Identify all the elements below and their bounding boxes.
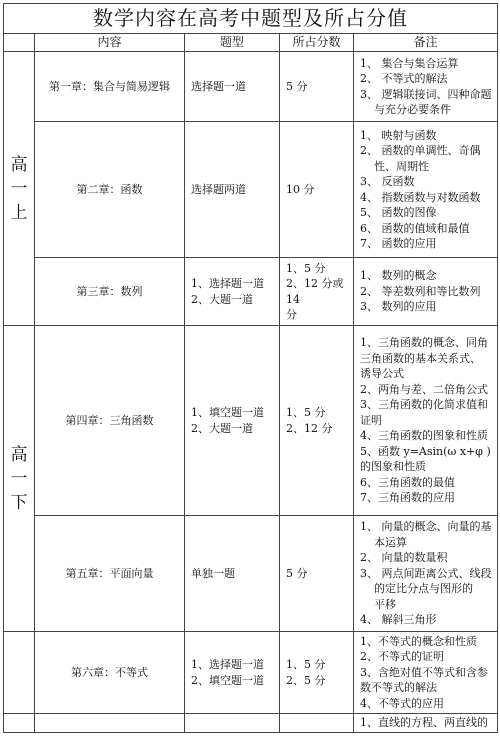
grade-label-blank (4, 632, 35, 714)
notes (354, 122, 498, 258)
score-line: 2、12 分或 14 (286, 277, 344, 306)
header-notes: 备注 (354, 34, 498, 52)
note-line: 性、周期性 (360, 159, 429, 173)
note-line: 的图象和性质 (360, 460, 426, 474)
header-qtype: 题型 (185, 34, 280, 52)
note-line: 4、不等式的应用 (360, 696, 444, 710)
table-row (4, 52, 498, 122)
question-type (185, 326, 280, 516)
score (280, 52, 354, 122)
note-line: 3、 数列的应用 (360, 300, 437, 314)
note-line: 三角函数的基本关系式、 (360, 351, 481, 365)
qtype-line: 选择题一道 (191, 79, 246, 93)
note-line: 3、含绝对值不等式和含参 (360, 665, 488, 679)
note-line: 3、 两点间距离公式、线段 (360, 566, 492, 580)
note-line: 2、 不等式的解法 (360, 72, 448, 85)
question-type (185, 258, 280, 326)
note-line: 与充分必要条件 (360, 103, 451, 116)
grade-label-blank (4, 714, 35, 733)
note-line: 2、不等式的证明 (360, 650, 444, 664)
chapter-content: 第一章：集合与简易逻辑 (35, 52, 185, 122)
note-line: 2、 向量的数量积 (360, 551, 448, 565)
note-line: 2、两角与差、二倍角公式 (360, 382, 488, 396)
question-type (185, 632, 280, 714)
note-line: 6、 函数的值域和最值 (360, 221, 470, 235)
note-line: 2、 等差数列和等比数列 (360, 284, 481, 298)
header-score: 所占分数 (280, 34, 354, 52)
notes (354, 632, 498, 714)
note-line: 1、 向量的概念、向量的基 (360, 520, 492, 534)
qtype-line: 1、选择题一道 (191, 658, 264, 671)
note-line: 平移 (360, 597, 396, 611)
note-line: 的定比分点与图形的 (360, 582, 473, 596)
note-line: 1、 集合与集合运算 (360, 56, 459, 70)
note-line: 4、三角函数的图象和性质 (360, 429, 488, 443)
note-line: 7、三角函数的应用 (360, 491, 455, 505)
score-line: 1、5 分 (286, 658, 326, 671)
score-table (3, 3, 498, 733)
note-line: 4、 指数函数与对数函数 (360, 190, 481, 204)
note-line: 诱导公式 (360, 367, 404, 381)
score-line: 10 分 (286, 182, 315, 196)
score (280, 326, 354, 516)
chapter-content: 第二章：函数 (35, 122, 185, 258)
note-line: 6、三角函数的最值 (360, 475, 455, 489)
score (280, 714, 354, 733)
table-row (4, 122, 498, 258)
chapter-content: 第三章：数列 (35, 258, 185, 326)
qtype-line: 1、选择题一道 (191, 277, 264, 290)
grade-label-upper (4, 52, 35, 326)
note-line: 5、 函数的图像 (360, 206, 437, 219)
table-row (4, 632, 498, 714)
note-line: 本运算 (360, 535, 407, 549)
score-line: 2、12 分 (286, 421, 333, 435)
notes (354, 714, 498, 733)
note-line: 1、三角函数的概念、同角 (360, 336, 488, 350)
qtype-line: 2、大题一道 (191, 421, 253, 435)
grade-char: 一 (10, 178, 28, 199)
score-line: 5 分 (286, 79, 308, 93)
header-content: 内容 (35, 34, 185, 52)
note-line: 1、直线的方程、两直线的 (360, 716, 488, 729)
qtype-line: 2、填空题一道 (191, 673, 264, 687)
score (280, 632, 354, 714)
table-row (4, 516, 498, 632)
table-header-row (4, 34, 498, 52)
score (280, 258, 354, 326)
notes (354, 326, 498, 516)
qtype-line: 选择题两道 (191, 182, 246, 196)
score-line: 1、5 分 (286, 406, 326, 419)
table-row (4, 326, 498, 516)
score-line: 分 (286, 308, 297, 321)
grade-char: 高 (10, 154, 28, 175)
qtype-line: 2、大题一道 (191, 292, 253, 306)
note-line: 数不等式的解法 (360, 681, 437, 695)
table-row (4, 714, 498, 733)
chapter-content: 第五章：平面向量 (35, 516, 185, 632)
grade-char: 高 (10, 444, 28, 465)
page-title: 数学内容在高考中题型及所占分值 (4, 4, 498, 34)
score-line: 5 分 (286, 566, 308, 580)
note-line: 4、 解斜三角形 (360, 613, 437, 627)
note-line: 2、 函数的单调性、奇偶 (360, 144, 481, 157)
note-line: 1、不等式的概念和性质 (360, 634, 477, 648)
note-line: 7、 函数的应用 (360, 237, 437, 250)
note-line: 3、 反函数 (360, 175, 415, 188)
note-line: 证明 (360, 413, 382, 427)
chapter-content (35, 714, 185, 733)
question-type (185, 714, 280, 733)
header-blank (4, 34, 35, 52)
question-type (185, 516, 280, 632)
grade-char: 一 (10, 468, 28, 489)
note-line: 1、 映射与函数 (360, 128, 437, 142)
chapter-content: 第六章：不等式 (35, 632, 185, 714)
note-line: 5、函数 y=Asin(ω x+φ ) (360, 444, 491, 458)
grade-char: 下 (10, 492, 28, 513)
notes (354, 516, 498, 632)
score-line: 2、5 分 (286, 673, 326, 687)
table-row (4, 258, 498, 326)
note-line: 1、 数列的概念 (360, 269, 437, 283)
question-type (185, 52, 280, 122)
chapter-content: 第四章：三角函数 (35, 326, 185, 516)
notes (354, 52, 498, 122)
note-line: 3、三角函数的化简求值和 (360, 398, 488, 412)
grade-label-lower (4, 326, 35, 632)
qtype-line: 1、填空题一道 (191, 406, 264, 419)
notes (354, 258, 498, 326)
grade-char: 上 (10, 202, 28, 223)
qtype-line: 单独一题 (191, 566, 235, 580)
score-line: 1、5 分 (286, 261, 326, 275)
question-type (185, 122, 280, 258)
score (280, 122, 354, 258)
note-line: 3、 逻辑联接词、四种命题 (360, 87, 492, 101)
score (280, 516, 354, 632)
